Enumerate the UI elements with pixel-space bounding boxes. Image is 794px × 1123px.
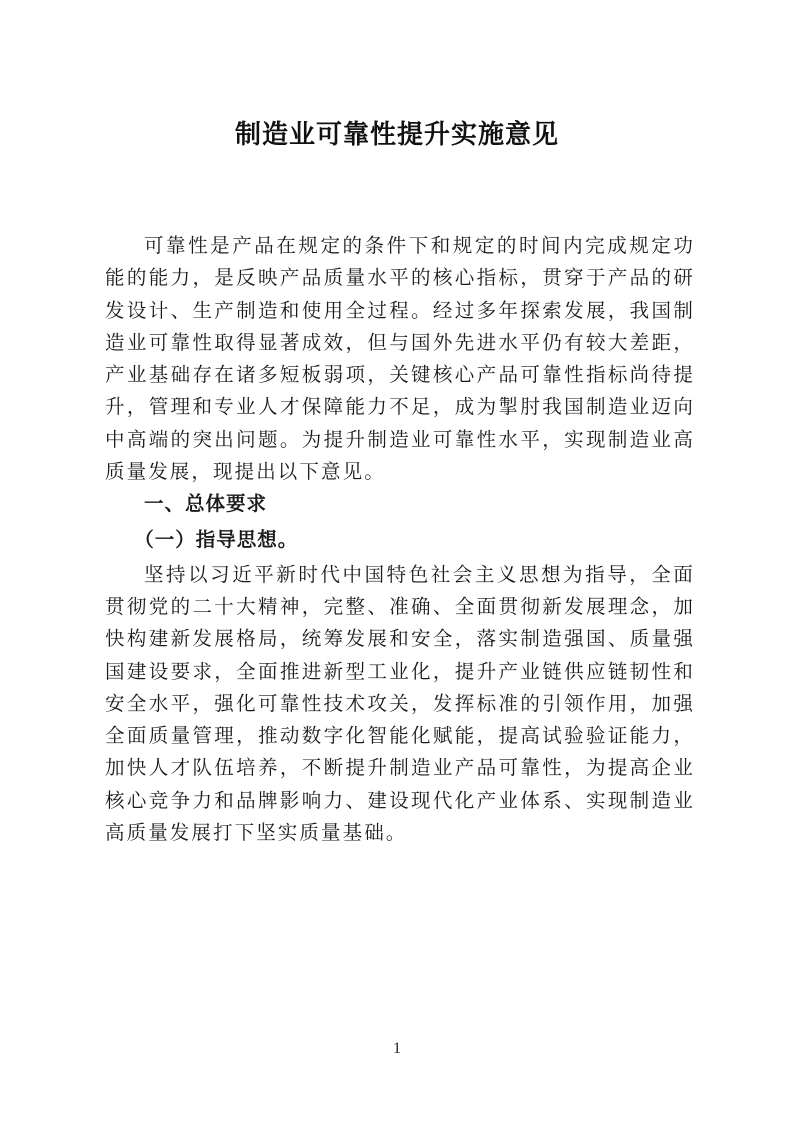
document-body <box>105 230 695 849</box>
subsection-heading-guiding-ideology: （一）指导思想。 <box>134 527 299 551</box>
guiding-ideology-paragraph: 坚持以习近平新时代中国特色社会主义思想为指导，全面贯彻党的二十大精神，完整、准确、全面贯彻新发展理念，加快构建新发展格局，统筹发展和安全，落实制造强国、质量强国建设要求，全面推进新型工业化，提升产业链供应链韧性和安全水平，强化可靠性技术攻关，发挥标准的引领作用，加强全面质量管理，推动数字化智能化赋能，提高试验验证能力，加快人才队伍培养，不断提升制造业产品可靠性，为提高企业核心竞争力和品牌影响力、建设现代化产业体系、实现制造业高质量发展打下坚实质量基础。 <box>105 562 695 845</box>
page-number: 1 <box>393 1040 401 1057</box>
section-heading-general-requirements: 一、总体要求 <box>144 492 268 516</box>
document-title: 制造业可靠性提升实施意见 <box>234 120 559 150</box>
intro-paragraph: 可靠性是产品在规定的条件下和规定的时间内完成规定功能的能力，是反映产品质量水平的核心指标，贯穿于产品的研发设计、生产制造和使用全过程。经过多年探索发展，我国制造业可靠性取得显著成效，但与国外先进水平仍有较大差距，产业基础存在诸多短板弱项，关键核心产品可靠性指标尚待提升，管理和专业人才保障能力不足，成为掣肘我国制造业迈向中高端的突出问题。为提升制造业可靠性水平，实现制造业高质量发展，现提出以下意见。 <box>105 234 695 484</box>
